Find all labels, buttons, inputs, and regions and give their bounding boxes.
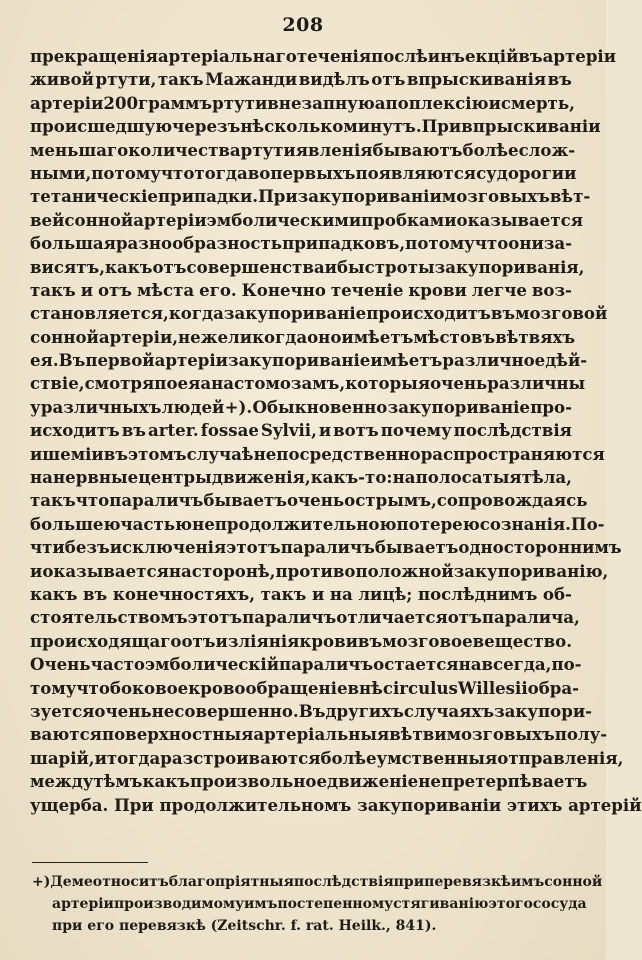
text-line: зуется очень несовершенно. Въ другихъ случаяхъ закупори- [30,700,593,721]
text-line: сонной артеріи, нежели когда оно имѣетъ мѣсто въ вѣтвяхъ [30,326,576,347]
text-line: происходящаго отъ изліянія крови въ мозговое вещество. [30,630,573,651]
text-line: ишеміи въ этомъ случаѣ непосредственно распространяются [30,443,605,464]
text-line: стоятельствомъ этотъ параличъ отличается отъ паралича, [30,607,580,628]
text-line: ея. Въ первой артеріи закупориваніе имѣетъ различное дѣй- [30,350,588,371]
text-line: вей сонной артеріи эмболическими пробками оказывается [30,209,584,230]
text-line: большею частью непродолжительною потерею сознанія. По- [30,513,605,534]
text-line: артеріи 200 граммъ ртути внезапную апоплексію и смерть, [30,92,575,113]
text-line: происшедшую черезъ нѣсколько минутъ. При впрыскиваніи [30,116,601,137]
text-line: между тѣмъ какъ произвольное движеніе не претерпѣваетъ [30,771,588,792]
text-line: шарій, и тогда разстроиваются болѣе умственныя отправленія, [30,747,624,768]
footnote-line: +) Деме относитъ благопріятныя послѣдствія при перевязкѣ имъ сонной [32,874,603,890]
text-line: такъ и отъ мѣста его. Конечно теченіе крови легче воз- [30,279,572,300]
text-line: какъ въ конечностяхъ, такъ и на лицѣ; послѣднимъ об- [30,583,572,604]
text-line: Очень часто эмболическій параличъ остается на всегда, по- [30,654,582,675]
page-number: 208 [282,14,324,36]
text-line: висятъ, какъ отъ совершенства и быстроты закупориванія, [30,256,585,277]
text-line: живой ртути, такъ Мажанди видѣлъ отъ впрыскиванія въ [30,69,572,90]
footnote [32,871,603,937]
text-line: тетаническіе припадки. При закупориваніи мозговыхъ вѣт- [30,186,591,207]
text-line: чти безъ исключенія этотъ параличъ бываетъ одностороннимъ [30,537,622,558]
text-line: ущерба. При продолжительномъ закупориваніи этихъ артерій [30,794,642,815]
text-line: ваются поверхностныя артеріальныя вѣтви мозговыхъ полу- [30,724,608,745]
footnote-line: при его перевязкѣ (Zeitschr. f. rat. Heilk., 841). [52,918,437,934]
body-text [30,45,642,817]
footnote-line: артеріи производимому имъ постепенному стягиванію этого сосуда [52,896,587,912]
text-line: на нервные центры движенія, какъ-то: на полосатыя тѣла, [30,467,572,488]
text-line: ными, потому что тогда во первыхъ появляются судороги и [30,162,577,183]
text-line: тому что боковое кровообращеніе внѣ circulus Willesii обра- [30,677,580,698]
footnote-divider [32,862,148,863]
text-line: прекращенія артеріальнаго теченія послѣ инъекцій въ артеріи [30,46,617,66]
text-line: такъ что параличъ бываетъ очень острымъ, сопровождаясь [30,490,588,511]
text-line: и оказывается на сторонѣ, противоположной закупориванію, [30,560,609,581]
text-line: большая разнообразность припадковъ, потому что они за- [30,233,573,254]
text-line: меньшаго количества ртути явленія бываютъ болѣе слож- [30,139,576,160]
text-line: становляется, когда закупориваніе происходитъ въ мозговой [30,303,608,324]
text-line: у различныхъ людей +). Обыкновенно закупориваніе про- [30,396,572,417]
text-line: ствіе, смотря по ея анастомозамъ, которыя очень различны [30,373,586,394]
text-line: исходитъ въ arter. fossae Sylvii, и вотъ почему послѣдствія [30,420,572,441]
